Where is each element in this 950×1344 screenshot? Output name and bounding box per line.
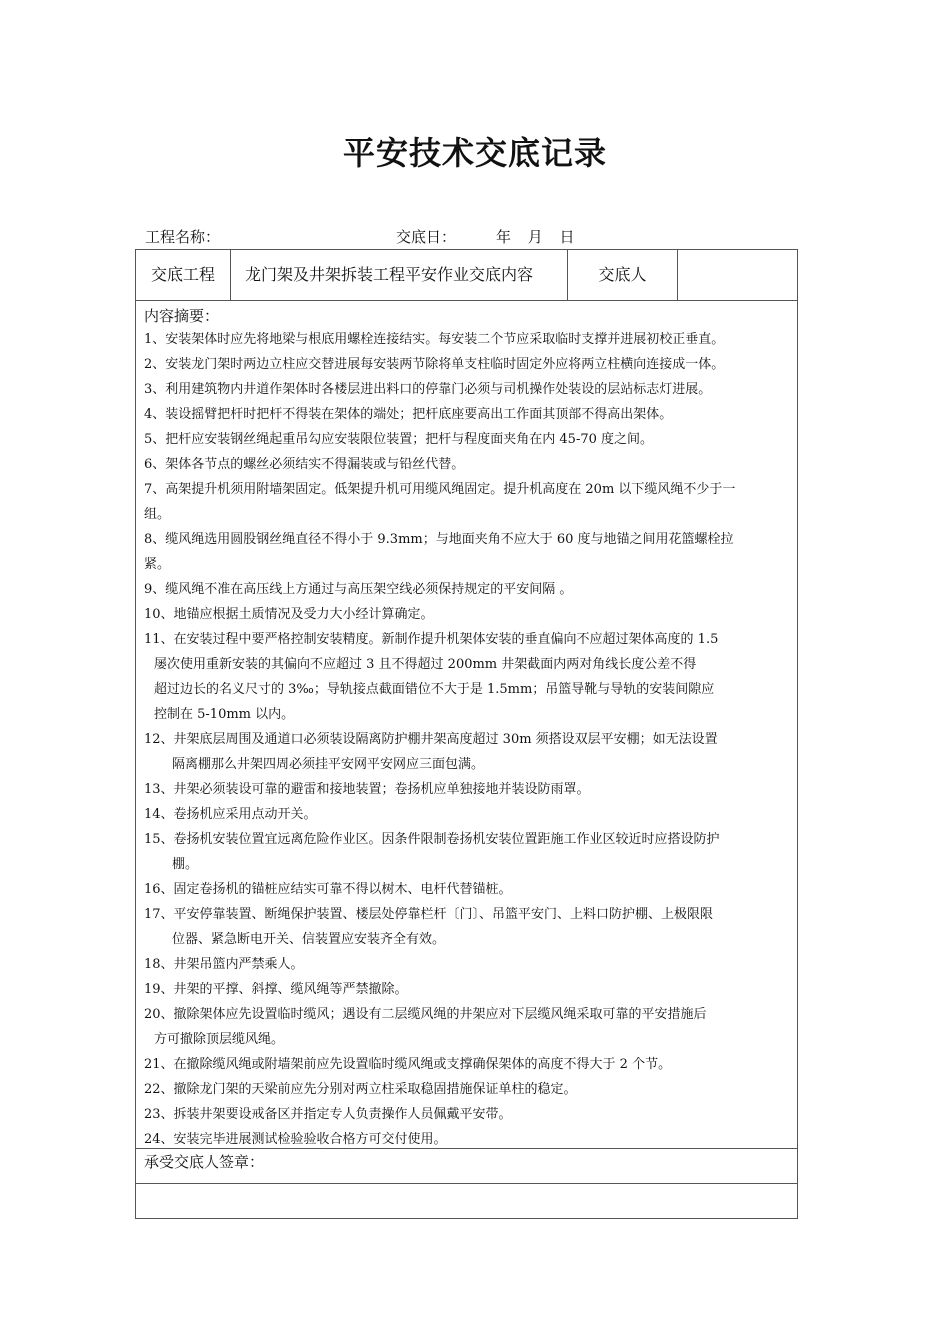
item-text: 5、把杆应安装钢丝绳起重吊勾应安装限位装置；把杆与程度面夹角在内 45-70 度之间。 [144,432,654,447]
content-heading: 内容摘要： [144,307,220,325]
item-text: 11、在安装过程中要严格控制安装精度。新制作提升机架体安装的垂直偏向不应超过架体高度的 1.5 [144,632,719,647]
header-project-value: 龙门架及井架拆装工程平安作业交底内容 [231,250,568,300]
item-text-continued: 方可撤除顶层缆风绳。 [154,1032,285,1047]
disclosure-date [396,226,575,247]
item-text: 12、井架底层周围及通道口必须装设隔离防护棚井架高度超过 30m 须搭设双层平安棚；如无法设置 [144,732,718,747]
date-parts: 年 月 日 [496,228,575,246]
list-item [144,352,789,377]
item-text: 6、架体各节点的螺丝必须结实不得漏装或与铅丝代替。 [144,457,465,472]
list-item [144,827,789,877]
item-text: 9、缆风绳不准在高压线上方通过与高压架空线必须保持规定的平安间隔 。 [144,582,573,597]
recipient-signature-row [136,1150,797,1184]
list-item [144,452,789,477]
project-name-label: 工程名称： [145,228,221,246]
recipient-signature-label: 承受交底人签章： [144,1153,265,1171]
list-item [144,727,789,777]
list-item [144,877,789,902]
item-text: 23、拆装井架要设戒备区并指定专人负责操作人员佩戴平安带。 [144,1107,512,1122]
document-title: 平安技术交底记录 [342,134,607,172]
header-discloser-value [678,250,797,300]
list-item [144,1077,789,1102]
item-text: 16、固定卷扬机的锚桩应结实可靠不得以树木、电杆代替锚桩。 [144,882,512,897]
item-text: 19、井架的平撑、斜撑、缆风绳等严禁撤除。 [144,982,408,997]
item-text-continued: 超过边长的名义尺寸的 3‰；导轨接点截面错位不大于是 1.5mm；吊篮导靴与导轨的安装间隙应 [154,682,715,697]
list-item [144,377,789,402]
item-text: 7、高架提升机须用附墙架固定。低架提升机可用缆风绳固定。提升机高度在 20m 以下缆风绳不少于一 [144,482,736,497]
item-text: 15、卷扬机安装位置宜远离危险作业区。因条件限制卷扬机安装位置距施工作业区较近时应搭设防护 [144,832,720,847]
item-text: 10、地锚应根据土质情况及受力大小经计算确定。 [144,607,434,622]
list-item [144,477,789,527]
item-text: 8、缆风绳选用圆股钢丝绳直径不得小于 9.3mm；与地面夹角不应大于 60 度与地锚之间用花篮螺栓拉 [144,532,734,547]
item-text-continued: 紧。 [144,557,171,572]
signature-blank-row [136,1184,797,1218]
item-text-continued: 控制在 5-10mm 以内。 [154,707,295,722]
list-item [144,602,789,627]
item-text-continued: 组。 [144,507,171,522]
content-summary-cell [136,301,797,1149]
list-item [144,802,789,827]
item-text: 13、井架必须装设可靠的避雷和接地装置；卷扬机应单独接地并装设防雨罩。 [144,782,590,797]
item-text: 4、装设摇臂把杆时把杆不得装在架体的端处；把杆底座要高出工作面其顶部不得高出架体。 [144,407,673,422]
item-text-continued: 棚。 [172,857,199,872]
table-header-row [136,250,797,301]
item-text: 18、井架吊篮内严禁乘人。 [144,957,304,972]
list-item [144,1127,789,1152]
list-item [144,1102,789,1127]
content-item-list [144,327,789,1152]
list-item [144,777,789,802]
list-item [144,952,789,977]
item-text: 22、撤除龙门架的天梁前应先分别对两立柱采取稳固措施保证单柱的稳定。 [144,1082,577,1097]
list-item [144,402,789,427]
list-item [144,577,789,602]
item-text: 21、在撤除缆风绳或附墙架前应先设置临时缆风绳或支撑确保架体的高度不得大于 2 个节。 [144,1057,672,1072]
list-item [144,627,789,727]
item-text: 14、卷扬机应采用点动开关。 [144,807,317,822]
list-item [144,327,789,352]
header-discloser-label: 交底人 [568,250,678,300]
list-item [144,427,789,452]
list-item [144,902,789,952]
item-text: 3、利用建筑物内井道作架体时各楼层进出料口的停靠门必须与司机操作处装设的层站标志灯进展。 [144,382,712,397]
header-project-label: 交底工程 [136,250,231,300]
date-label: 交底日： [396,228,457,246]
item-text: 1、安装架体时应先将地梁与根底用螺栓连接结实。每安装二个节应采取临时支撑并进展初校正垂直。 [144,332,725,347]
item-text: 2、安装龙门架时两边立柱应交替进展每安装两节除将单支柱临时固定外应将两立柱横向连接成一体。 [144,357,725,372]
item-text: 17、平安停靠装置、断绳保护装置、楼层处停靠栏杆〔门〕、吊篮平安门、上料口防护棚、上极限限 [144,907,714,922]
item-text: 24、安装完毕进展测试检验验收合格方可交付使用。 [144,1132,447,1147]
item-text-continued: 隔离棚那么井架四周必须挂平安网平安网应三面包满。 [172,757,485,772]
list-item [144,977,789,1002]
item-text-continued: 位器、紧急断电开关、信装置应安装齐全有效。 [172,932,446,947]
item-text: 20、撤除架体应先设置临时缆风；遇设有二层缆风绳的井架应对下层缆风绳采取可靠的平安措施后 [144,1007,707,1022]
item-text-continued: 屡次使用重新安装的其偏向不应超过 3 且不得超过 200mm 井架截面内两对角线长度公差不得 [154,657,697,672]
list-item [144,527,789,577]
record-table [135,249,798,1219]
list-item [144,1002,789,1052]
list-item [144,1052,789,1077]
